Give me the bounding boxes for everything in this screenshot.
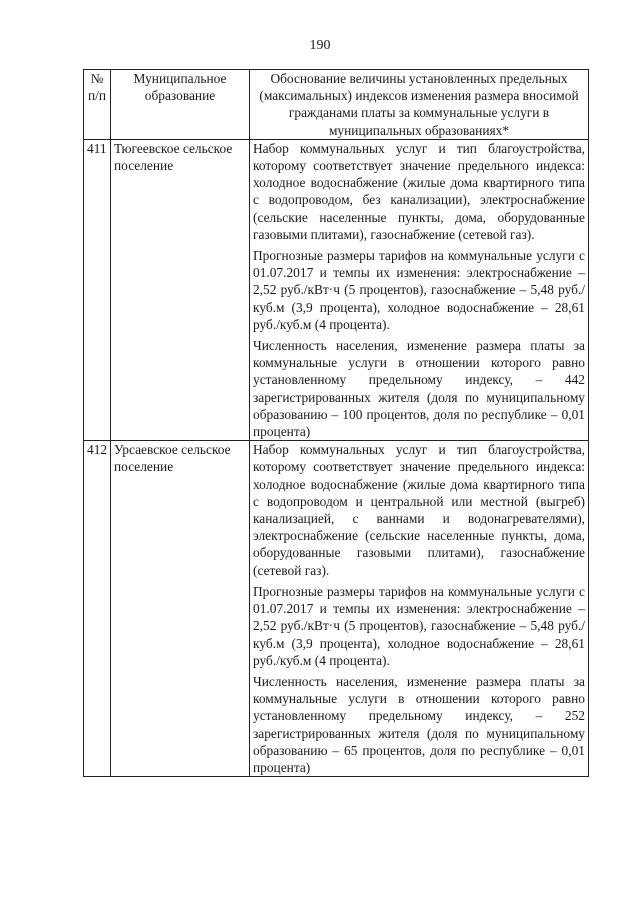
table-header-row xyxy=(84,70,589,140)
page-number: 190 xyxy=(309,38,331,53)
row-justification xyxy=(250,139,589,440)
row-number: 411 xyxy=(84,139,111,440)
table-row xyxy=(84,441,589,777)
justification-paragraph: Прогнозные размеры тарифов на коммунальные услуги с 01.07.2017 и темпы их изменения: электроснабжение – 2,52 руб./кВт·ч (5 процентов), газоснабжение – 5,48 руб./куб.м (3,9 процента), холодное водоснабжение – 28,61 руб./куб.м (4 процента). xyxy=(253,583,585,668)
justification-paragraph: Численность населения, изменение размера платы за коммунальные услуги в отношении которого равно установленному предельному индексу, – 252 зарегистрированных жителя (доля по муниципальному образованию – 65 процентов, доля по республике – 0,01 процента) xyxy=(253,673,585,775)
row-municipality: Урсаевское сельское поселение xyxy=(111,441,250,777)
header-justification: Обоснование величины установленных предельных (максимальных) индексов изменения размера вносимой гражданами платы за коммунальные услуги в муниципальных образованиях* xyxy=(250,70,589,140)
justification-paragraph: Прогнозные размеры тарифов на коммунальные услуги с 01.07.2017 и темпы их изменения: электроснабжение – 2,52 руб./кВт·ч (5 процентов), газоснабжение – 5,48 руб./куб.м (3,9 процента), холодное водоснабжение – 28,61 руб./куб.м (4 процента). xyxy=(253,248,585,332)
row-number: 412 xyxy=(84,441,111,777)
row-justification xyxy=(250,441,589,777)
row-municipality: Тюгеевское сельское поселение xyxy=(111,139,250,440)
justification-paragraph: Численность населения, изменение размера платы за коммунальные услуги в отношении которого равно установленному предельному индексу, – 442 зарегистрированных жителя (доля по муниципальному образованию – 100 процентов, доля по республике – 0,01 процента) xyxy=(253,338,585,440)
header-number: № п/п xyxy=(84,70,111,140)
justification-paragraph: Набор коммунальных услуг и тип благоустройства, которому соответствует значение предельного индекса: холодное водоснабжение (жилые дома квартирного типа с водопроводом, без канализации), электроснабжение (сельские населенные пункты, дома, оборудованные газовыми плитами), газоснабжение (сетевой газ). xyxy=(253,140,585,242)
header-municipality: Муниципальное образование xyxy=(111,70,250,140)
justification-paragraph: Набор коммунальных услуг и тип благоустройства, которому соответствует значение предельного индекса: холодное водоснабжение (жилые дома квартирного типа с водопроводом и центральной или местной (выгреб) канализацией, с ваннами и водонагревателями), электроснабжение (сельские населенные пункты, дома, оборудованные газовыми плитами), газоснабжение (сетевой газ). xyxy=(253,442,585,578)
tariff-index-table xyxy=(83,69,589,777)
table-row xyxy=(84,139,589,440)
